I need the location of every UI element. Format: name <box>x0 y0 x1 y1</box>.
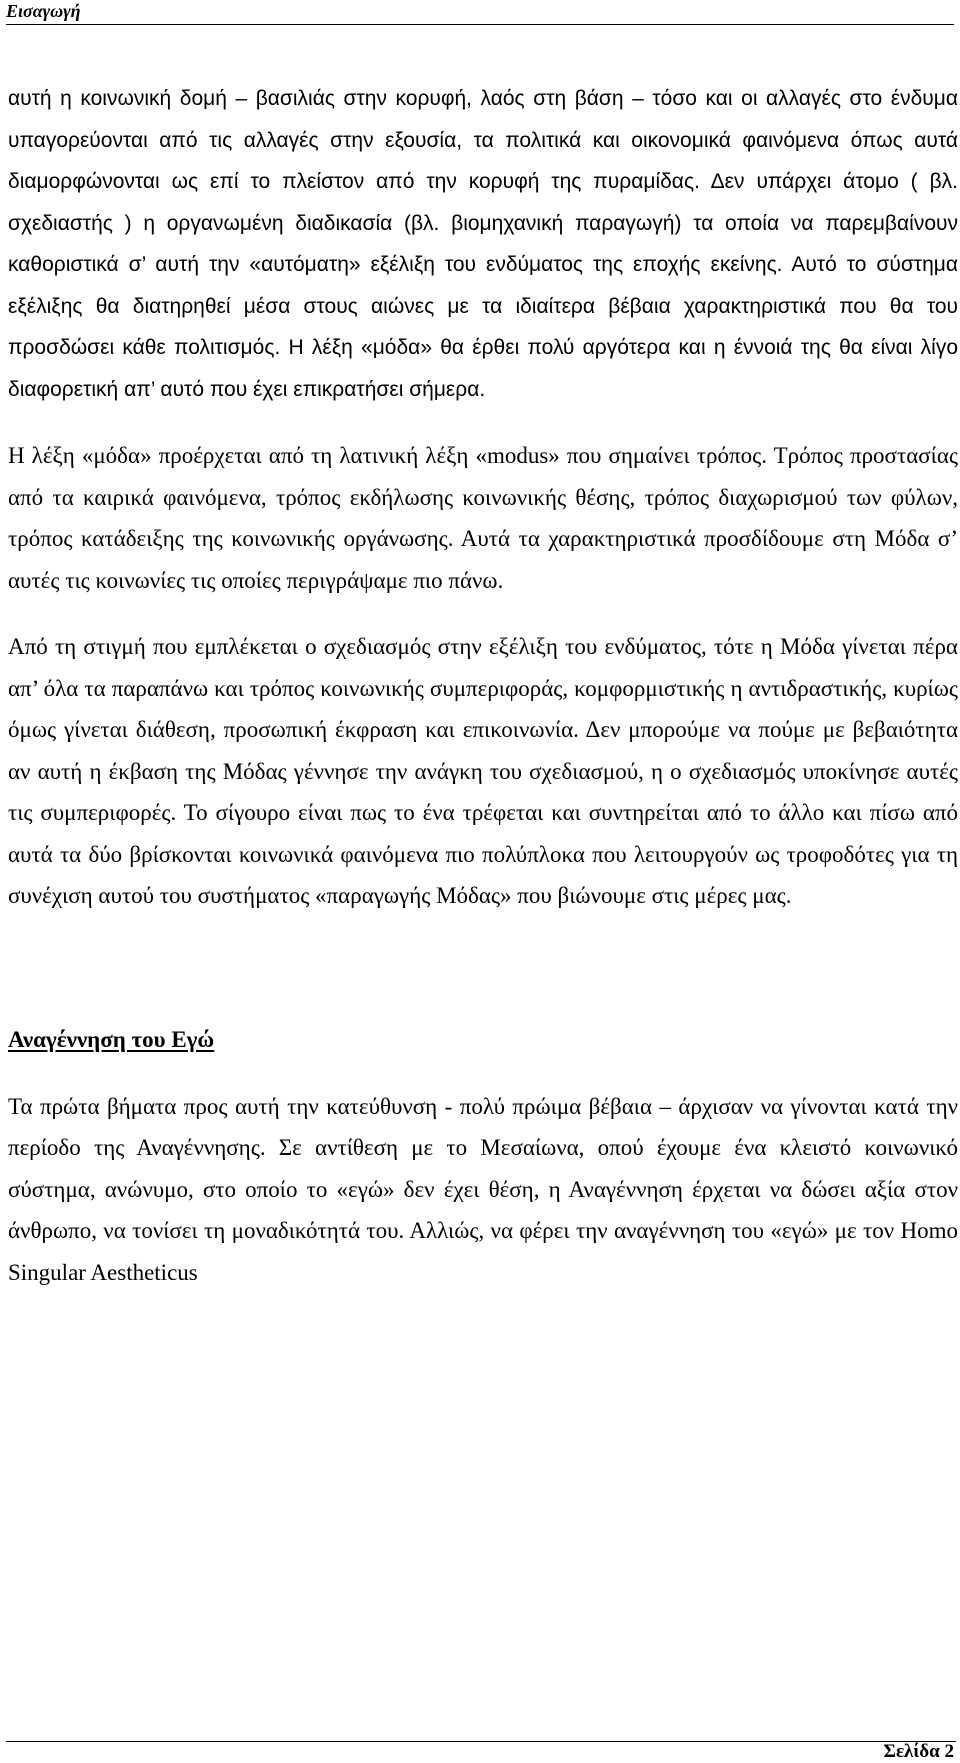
page-number: Σελίδα 2 <box>883 1741 954 1762</box>
running-header: Εισαγωγή <box>6 1 81 21</box>
section-paragraph: Τα πρώτα βήματα προς αυτή την κατεύθυνση - πολύ πρώιμα βέβαια – άρχισαν να γίνονται κατά την περίοδο της Αναγέννησης. Σε αντίθεση με το Μεσαίωνα, οπού έχουμε ένα κλειστό κοινωνικό σύστημα, ανώνυμο, στο οποίο το «εγώ» δεν έχει θέση, η Αναγέννηση έρχεται να δώσει αξία στον άνθρωπο, να τονίσει τη μοναδικότητά του. Αλλιώς, να φέρει την αναγέννηση του «εγώ» με τον Homo Singular Aestheticus <box>8 1093 958 1285</box>
body-paragraph-1: αυτή η κοινωνική δομή – βασιλιάς στην κορυφή, λαός στη βάση – τόσο και οι αλλαγές στο ένδυμα υπαγορεύονται από τις αλλαγές στην εξουσία, τα πολιτικά και οικονομικά φαινόμενα όπως αυτά διαμορφώνονται ως επί το πλείστον από την κορυφή της πυραμίδας. Δεν υπάρχει άτομο ( βλ. σχεδιαστής ) η οργανωμένη διαδικασία (βλ. βιομηχανική παραγωγή) τα οποία να παρεμβαίνουν καθοριστικά σ’ αυτή την «αυτόματη» εξέλιξη του ενδύματος της εποχής εκείνης. Αυτό το σύστημα εξέλιξης θα διατηρηθεί μέσα στους αιώνες με τα ιδιαίτερα βέβαια χαρακτηριστικά που θα του προσδώσει κάθε πολιτισμός. Η λέξη «μόδα» θα έρθει πολύ αργότερα και η έννοιά της θα είναι λίγο διαφορετική απ’ αυτό που έχει επικρατήσει σήμερα. <box>8 87 958 401</box>
header-divider <box>6 24 954 25</box>
document-body <box>8 78 958 1293</box>
footer-divider <box>6 1741 956 1742</box>
section-heading: Αναγέννηση του Εγώ <box>8 1026 215 1052</box>
body-paragraph-3: Από τη στιγμή που εμπλέκεται ο σχεδιασμός στην εξέλιξη του ενδύματος, τότε η Μόδα γίνεται πέρα απ’ όλα τα παραπάνω και τρόπος κοινωνικής συμπεριφοράς, κομφορμιστικής η αντιδραστικής, κυρίως όμως γίνεται διάθεση, προσωπική έκφραση και επικοινωνία. Δεν μπορούμε να πούμε με βεβαιότητα αν αυτή η έκβαση της Μόδας γέννησε την ανάγκη του σχεδιασμού, η ο σχεδιασμός υποκίνησε αυτές τις συμπεριφορές. Το σίγουρο είναι πως το ένα τρέφεται και συντηρείται από το άλλο και πίσω από αυτά τα δύο βρίσκονται κοινωνικά φαινόμενα πιο πολύπλοκα που λειτουργούν ως τροφοδότες για τη συνέχιση αυτού του συστήματος «παραγωγής Μόδας» που βιώνουμε στις μέρες μας. <box>8 634 958 908</box>
body-paragraph-2: Η λέξη «μόδα» προέρχεται από τη λατινική λέξη «modus» που σημαίνει τρόπος. Τρόπος προστασίας από τα καιρικά φαινόμενα, τρόπος εκδήλωσης κοινωνικής θέσης, τρόπος διαχωρισμού των φύλων, τρόπος κατάδειξης της κοινωνικής οργάνωσης. Αυτά τα χαρακτηριστικά προσδίδουμε στη Μόδα σ’ αυτές τις κοινωνίες τις οποίες περιγράψαμε πιο πάνω. <box>8 443 958 593</box>
